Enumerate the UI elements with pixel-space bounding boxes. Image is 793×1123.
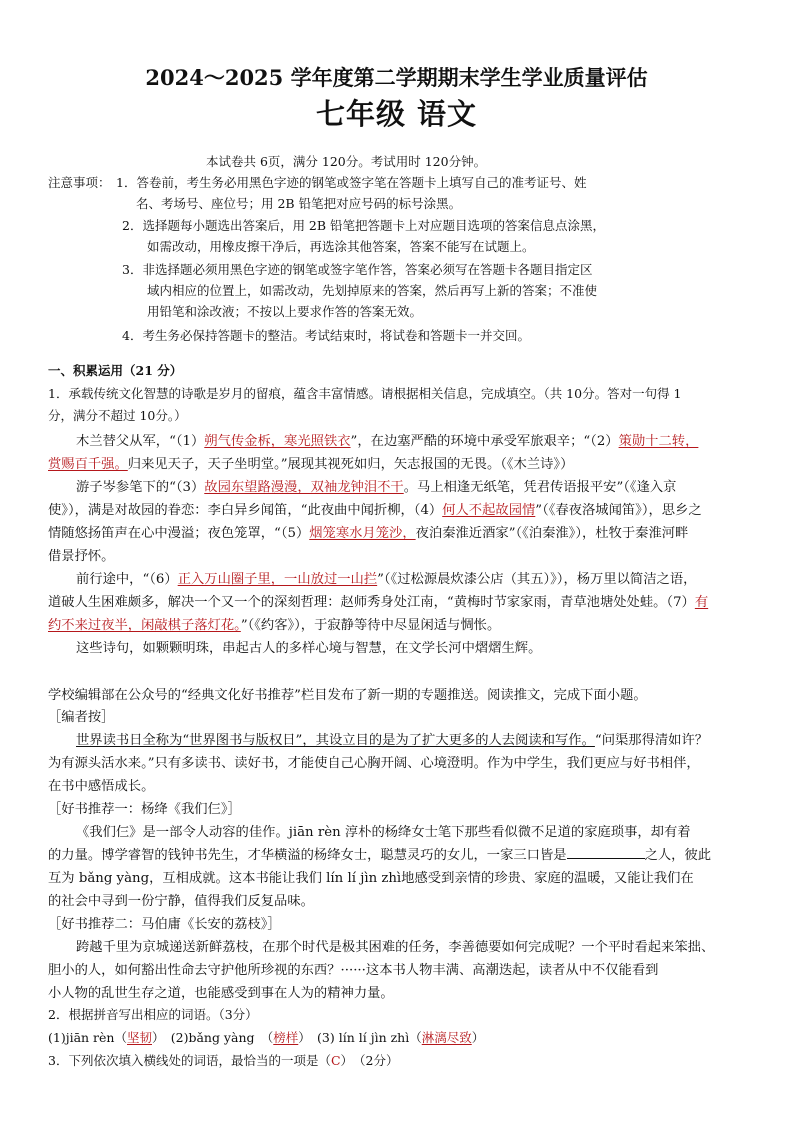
editor-note-line: 在书中感悟成长。 <box>48 779 155 794</box>
editor-note-line: 世界读书日全称为“世界图书与版权日”，其设立目的是为了扩大更多的人去阅读和写作。“问渠那得清如许？ <box>76 733 709 748</box>
notice-item-1-line-2: 名、考场号、座位号；用 2B 铅笔把对应号码的标号涂黑。 <box>136 196 462 211</box>
recommendation-line: 胆小的人，如何豁出性命去守护他所珍视的东西？······这本书人物丰满、高潮迭起，读者从中不仅能看到 <box>48 963 659 978</box>
q2-answer-1: 坚韧 <box>126 1030 152 1045</box>
notice-item-2-line-1: 2．选择题每小题选出答案后，用 2B 铅笔把答题卡上对应题目选项的答案信息点涂黑， <box>122 218 606 233</box>
notice-item-3-line-3: 用铅笔和涂改液；不按以上要求作答的答案无效。 <box>147 304 423 319</box>
passage-line: 使》），满是对故园的眷恋：李白异乡闻笛，“此夜曲中闻折柳，（4）何人不起故园情”（《春夜洛城闻笛》），思乡之 <box>48 503 702 518</box>
section-heading: 一、积累运用（21 分） <box>48 363 183 378</box>
q2-answers: (1)jiān rèn（坚韧） (2)bǎng yàng （榜样） (3) lín lí jìn zhì（淋漓尽致） <box>48 1030 485 1045</box>
answer-7a: 有 <box>694 595 709 610</box>
q3-prompt: 3．下列依次填入横线处的词语，最恰当的一项是（C） （2分） <box>48 1053 399 1068</box>
passage-line: 游子岑参笔下的“（3）故园东望路漫漫，双袖龙钟泪不干。马上相逢无纸笔，凭君传语报平安”（《逢入京 <box>76 480 677 495</box>
q1-prompt-line-2: 分，满分不超过 10分。） <box>48 408 187 423</box>
answer-1: 朔气传金柝，寒光照铁衣 <box>204 434 351 449</box>
exam-title: 2024～2025 学年度第二学期期末学生学业质量评估 <box>145 65 648 90</box>
recommendation-1-label: ［好书推荐一：杨绛《我们仨》］ <box>48 802 241 817</box>
fill-blank <box>567 846 645 859</box>
recommendation-2-label: ［好书推荐二：马伯庸《长安的荔枝》］ <box>48 917 281 932</box>
passage-line: 道破人生困难颇多，解决一个又一个的深刻哲理：赵师秀身处江南，“黄梅时节家家雨，青草池塘处处蛙。（7）有 <box>48 595 709 610</box>
notice-item-3-line-1: 3．非选择题必须用黑色字迹的钢笔或签字笔作答，答案必须写在答题卡各题目指定区 <box>122 262 593 277</box>
exam-summary: 本试卷共 6页，满分 120分。考试用时 120分钟。 <box>206 154 487 169</box>
answer-2b: 赏赐百千强。 <box>48 457 128 472</box>
passage-line: 借景抒怀。 <box>48 549 115 564</box>
passage-line: 前行途中，“（6）正入万山圈子里，一山放过一山拦”（《过松源晨炊漆公店（其五）》），杨万里以简洁之语， <box>76 572 697 587</box>
answer-3: 故园东望路漫漫，双袖龙钟泪不干 <box>204 480 404 495</box>
recommendation-line: 互为 bǎng yàng，互相成就。这本书能让我们 lín lí jìn zhì地感受到亲情的珍贵、家庭的温暖，又能让我们在 <box>48 871 694 886</box>
passage-line: 约不来过夜半，闲敲棋子落灯花。”（《约客》），于寂静等待中尽显闲适与惆怅。 <box>48 618 501 633</box>
passage-line: 木兰替父从军，“（1）朔气传金柝，寒光照铁衣”，在边塞严酷的环境中承受军旅艰辛；“（2）策勋十二转， <box>76 434 699 449</box>
q2-answer-2: 榜样 <box>273 1030 299 1045</box>
recommendation-line: 《我们仨》是一部令人动容的佳作。jiān rèn 淳朴的杨绛女士笔下那些看似微不足道的家庭琐事，却有着 <box>76 825 691 840</box>
passage-line: 赏赐百千强。归来见天子，天子坐明堂。”展现其视死如归，矢志报国的无畏。（《木兰诗》） <box>48 457 574 472</box>
q2-prompt: 2．根据拼音写出相应的词语。（3分） <box>48 1007 258 1022</box>
notice-label: 注意事项： <box>48 175 111 190</box>
recommendation-line: 的社会中寻到一份宁静，值得我们反复品味。 <box>48 894 314 909</box>
passage-line: 这些诗句，如颗颗明珠，串起古人的多样心境与智慧，在文学长河中熠熠生辉。 <box>76 641 542 656</box>
q2-answer-3: 淋漓尽致 <box>421 1030 472 1045</box>
recommendation-line: 的力量。博学睿智的钱钟书先生，才华横溢的杨绛女士，聪慧灵巧的女儿，一家三口皆是 之人，彼此 <box>48 848 712 863</box>
answer-4: 何人不起故园情 <box>442 503 536 518</box>
underlined-sentence: 世界读书日全称为“世界图书与版权日”，其设立目的是为了扩大更多的人去阅读和写作。 <box>76 733 595 748</box>
answer-2a: 策勋十二转， <box>618 434 699 449</box>
q1-prompt-line-1: 1．承载传统文化智慧的诗歌是岁月的留痕，蕴含丰富情感。请根据相关信息，完成填空。（共 10分。答对一句得 1 <box>48 386 682 401</box>
recommendation-line: 小人物的乱世生存之道，也能感受到事在人为的精神力量。 <box>48 986 394 1001</box>
q3-answer: C <box>330 1053 341 1068</box>
notice-item-4: 4．考生务必保持答题卡的整洁。考试结束时，将试卷和答题卡一并交回。 <box>122 328 530 343</box>
notice-item-3-line-2: 域内相应的位置上，如需改动，先划掉原来的答案，然后再写上新的答案；不准使 <box>147 283 598 298</box>
passage-line: 情随悠扬笛声在心中漫溢；夜色笼罩，“（5）烟笼寒水月笼沙，夜泊秦淮近酒家”（《泊秦淮》），杜牧于秦淮河畔 <box>48 526 689 541</box>
answer-6: 正入万山圈子里，一山放过一山拦 <box>177 572 378 587</box>
exam-subtitle: 七年级 语文 <box>315 97 478 131</box>
notice-item-2-line-2: 如需改动，用橡皮擦干净后，再选涂其他答案，答案不能写在试题上。 <box>147 239 535 254</box>
editor-note-line: 为有源头活水来。”只有多读书、读好书，才能使自己心胸开阔、心境澄明。作为中学生，我们更应与好书相伴， <box>48 756 700 771</box>
notice-item-1-line-1: 1．答卷前，考生务必用黑色字迹的钢笔或签字笔在答题卡上填写自己的准考证号、姓 <box>116 175 587 190</box>
reading-intro: 学校编辑部在公众号的“经典文化好书推荐”栏目发布了新一期的专题推送。阅读推文，完成下面小题。 <box>48 688 647 703</box>
answer-7b: 约不来过夜半，闲敲棋子落灯花。 <box>48 618 241 633</box>
recommendation-line: 跨越千里为京城递送新鲜荔枝，在那个时代是极其困难的任务，李善德要如何完成呢？一个平时看起来笨拙、 <box>76 940 715 955</box>
answer-5: 烟笼寒水月笼沙， <box>309 526 416 541</box>
editor-note-label: ［编者按］ <box>48 710 115 725</box>
